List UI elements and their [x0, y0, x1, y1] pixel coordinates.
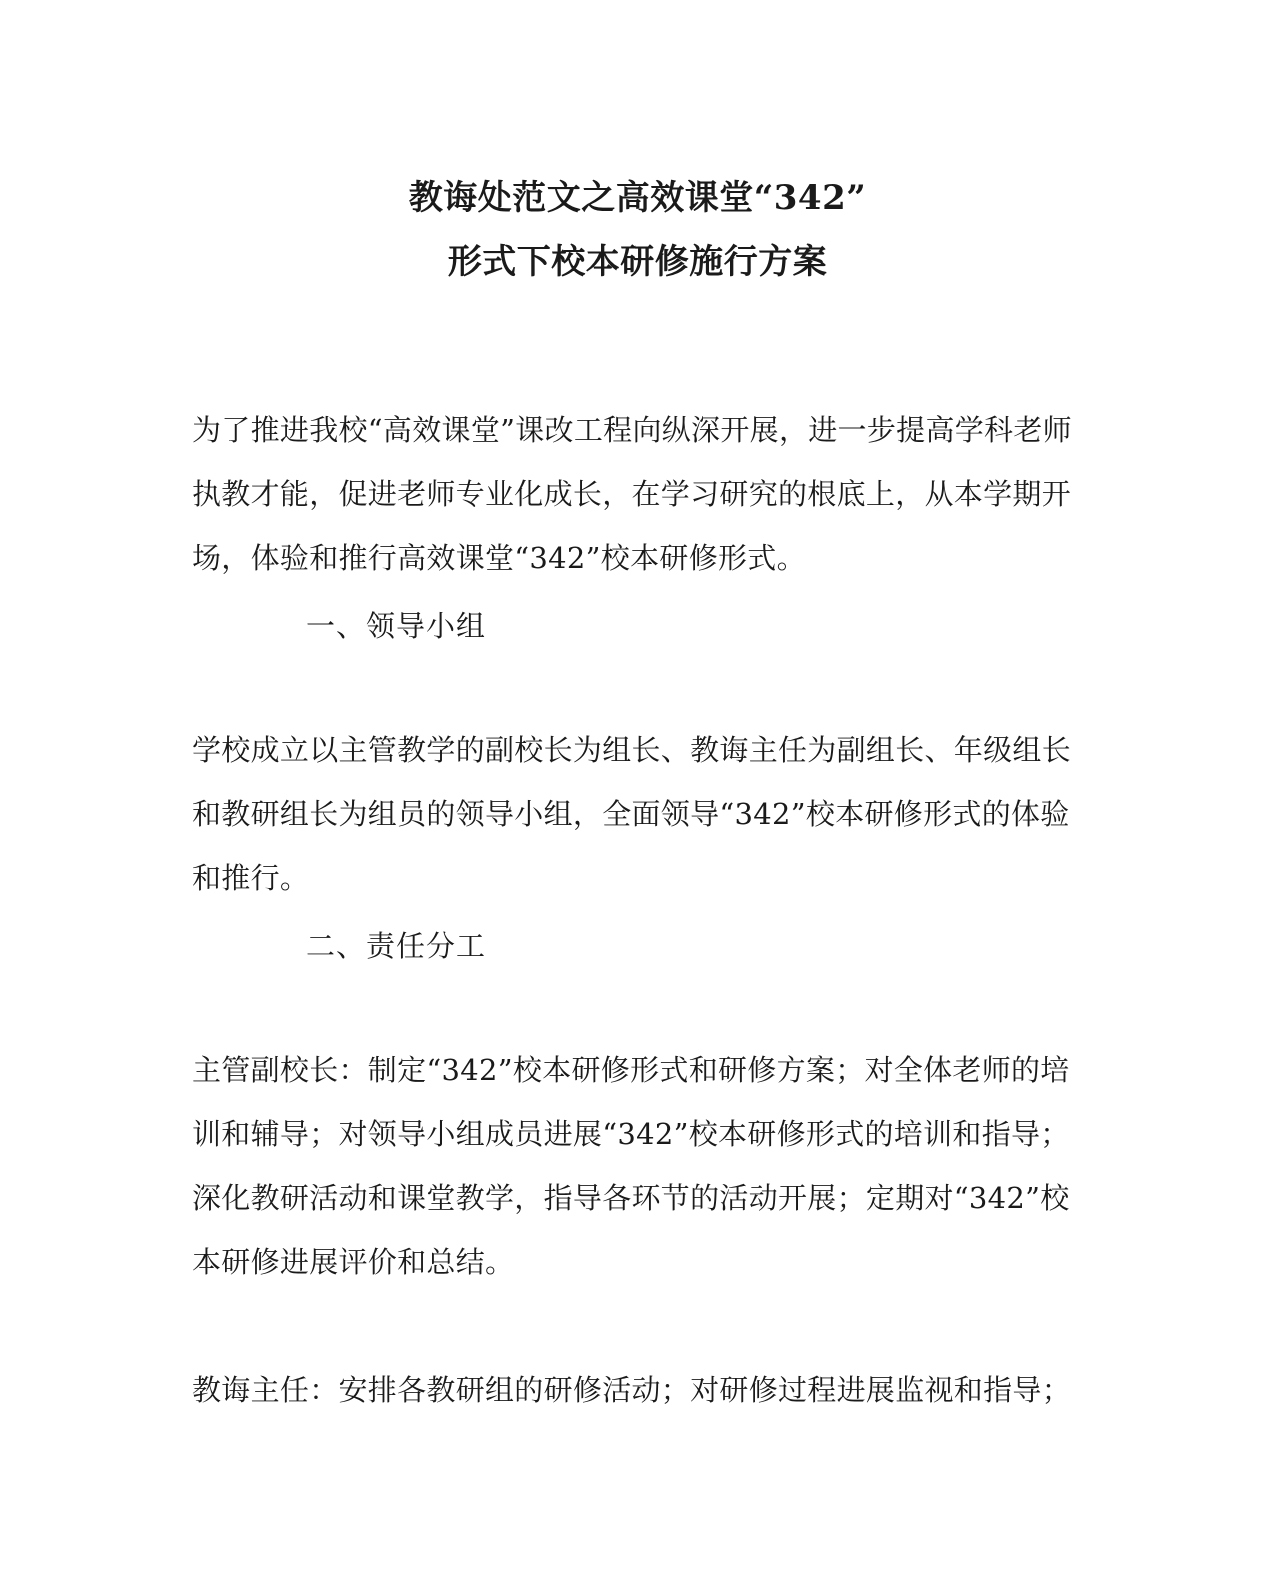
vice-principal-duties-paragraph: 主管副校长：制定“342”校本研修形式和研修方案；对全体老师的培训和辅导；对领导小组成员进展“342”校本研修形式的培训和指导；深化教研活动和课堂教学，指导各环节的活动开展；定期对“342”校本研修进展评价和总结。: [192, 1053, 1070, 1279]
intro-paragraph: 为了推进我校“高效课堂”课改工程向纵深开展，进一步提高学科老师执教才能，促进老师专业化成长，在学习研究的根底上，从本学期开场，体验和推行高效课堂“342”校本研修形式。: [192, 413, 1072, 575]
document-title-line-1: 教诲处范文之高效课堂“342”: [408, 178, 867, 218]
section-heading-leadership: 一、领导小组: [306, 609, 487, 643]
leadership-paragraph: 学校成立以主管教学的副校长为组长、教诲主任为副组长、年级组长和教研组长为组员的领导小组，全面领导“342”校本研修形式的体验和推行。: [192, 733, 1072, 895]
document-title-line-2: 形式下校本研修施行方案: [447, 242, 828, 282]
teaching-director-duties-paragraph: 教诲主任：安排各教研组的研修活动；对研修过程进展监视和指导；: [192, 1373, 1072, 1407]
section-heading-responsibilities: 二、责任分工: [306, 929, 487, 963]
